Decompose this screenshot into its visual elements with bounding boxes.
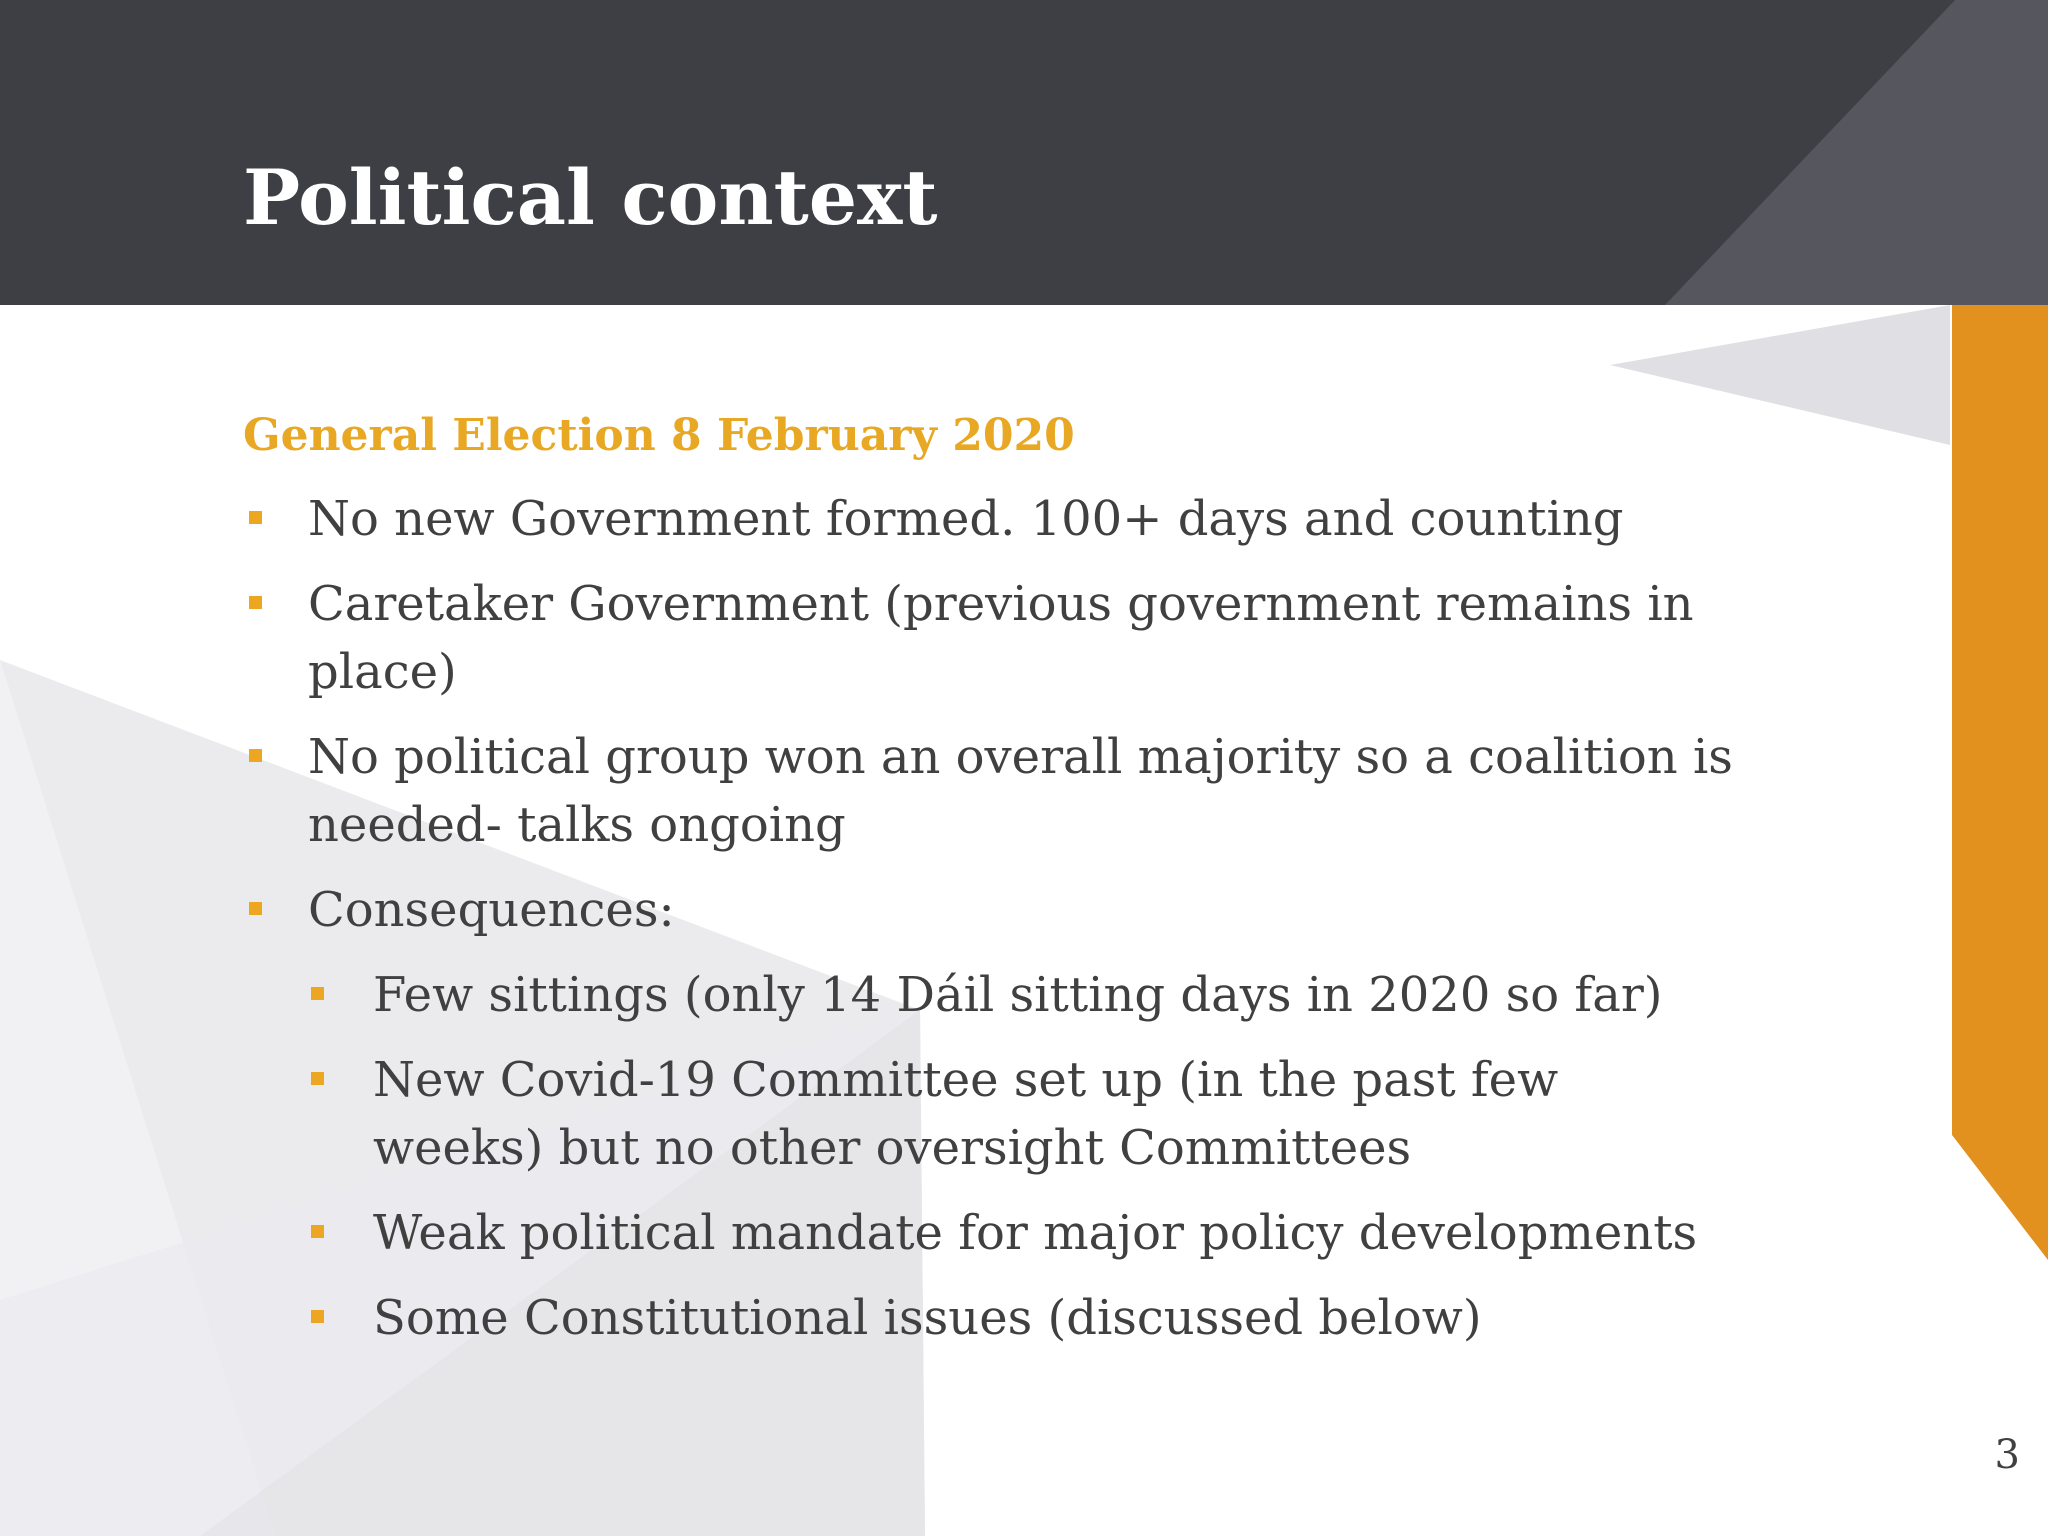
- election-subtitle: General Election 8 February 2020: [243, 410, 1075, 461]
- sub-bullet-item: Few sittings (only 14 Dáil sitting days in 2020 so far): [243, 961, 1743, 1029]
- bullet-item: Consequences:: [243, 876, 1743, 944]
- slide-title: Political context: [243, 153, 938, 242]
- bullet-list: [243, 485, 1743, 1352]
- slide-number: 3: [1994, 1432, 2020, 1478]
- sub-bullet-item: Some Constitutional issues (discussed below): [243, 1284, 1743, 1352]
- orange-accent-bar: [1952, 305, 2048, 1260]
- sub-bullet-item: New Covid-19 Committee set up (in the past few weeks) but no other oversight Committees: [243, 1046, 1743, 1182]
- slide-content: [243, 404, 1743, 1352]
- bullet-item: No new Government formed. 100+ days and counting: [243, 485, 1743, 553]
- bullet-item: Caretaker Government (previous government remains in place): [243, 570, 1743, 706]
- sub-bullet-item: Weak political mandate for major policy developments: [243, 1199, 1743, 1267]
- bullet-item: No political group won an overall majority so a coalition is needed- talks ongoing: [243, 723, 1743, 859]
